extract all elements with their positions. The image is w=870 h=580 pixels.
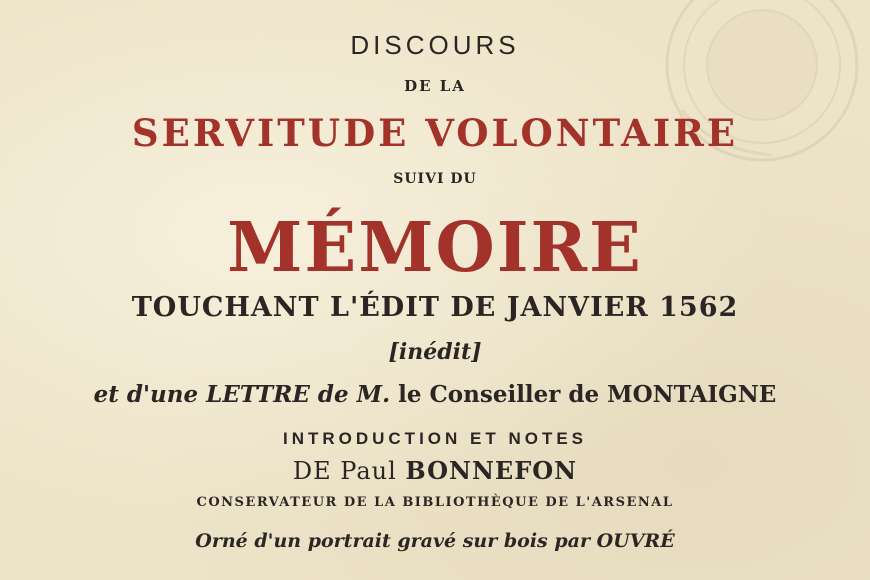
subheading-de-la: DE LA — [404, 77, 466, 95]
heading-memoire: MÉMOIRE — [227, 208, 643, 288]
author-prefix: DE Paul — [292, 457, 406, 485]
illustration-credit: Orné d'un portrait gravé sur bois par OUVRÉ — [195, 530, 675, 552]
subheading-suivi-du: SUIVI DU — [393, 171, 477, 187]
lettre-part2: LETTRE — [206, 381, 310, 408]
author-line — [0, 456, 870, 485]
heading-introduction-notes: INTRODUCTION ET NOTES — [282, 429, 588, 448]
heading-discours: DISCOURS — [350, 30, 520, 60]
lettre-part1: et d'une — [93, 381, 207, 408]
author-title: CONSERVATEUR DE LA BIBLIOTHÈQUE DE L'ARSENAL — [196, 495, 674, 510]
lettre-part3: de M. — [309, 381, 399, 408]
note-inedit: [inédit] — [388, 339, 482, 365]
subtitle-edit-janvier: TOUCHANT L'ÉDIT DE JANVIER 1562 — [131, 292, 739, 323]
heading-servitude-volontaire: SERVITUDE VOLONTAIRE — [131, 111, 739, 155]
author-surname: BONNEFON — [405, 456, 578, 485]
lettre-part4: le Conseiller de MONTAIGNE — [398, 381, 777, 408]
line-lettre-montaigne — [0, 381, 870, 408]
